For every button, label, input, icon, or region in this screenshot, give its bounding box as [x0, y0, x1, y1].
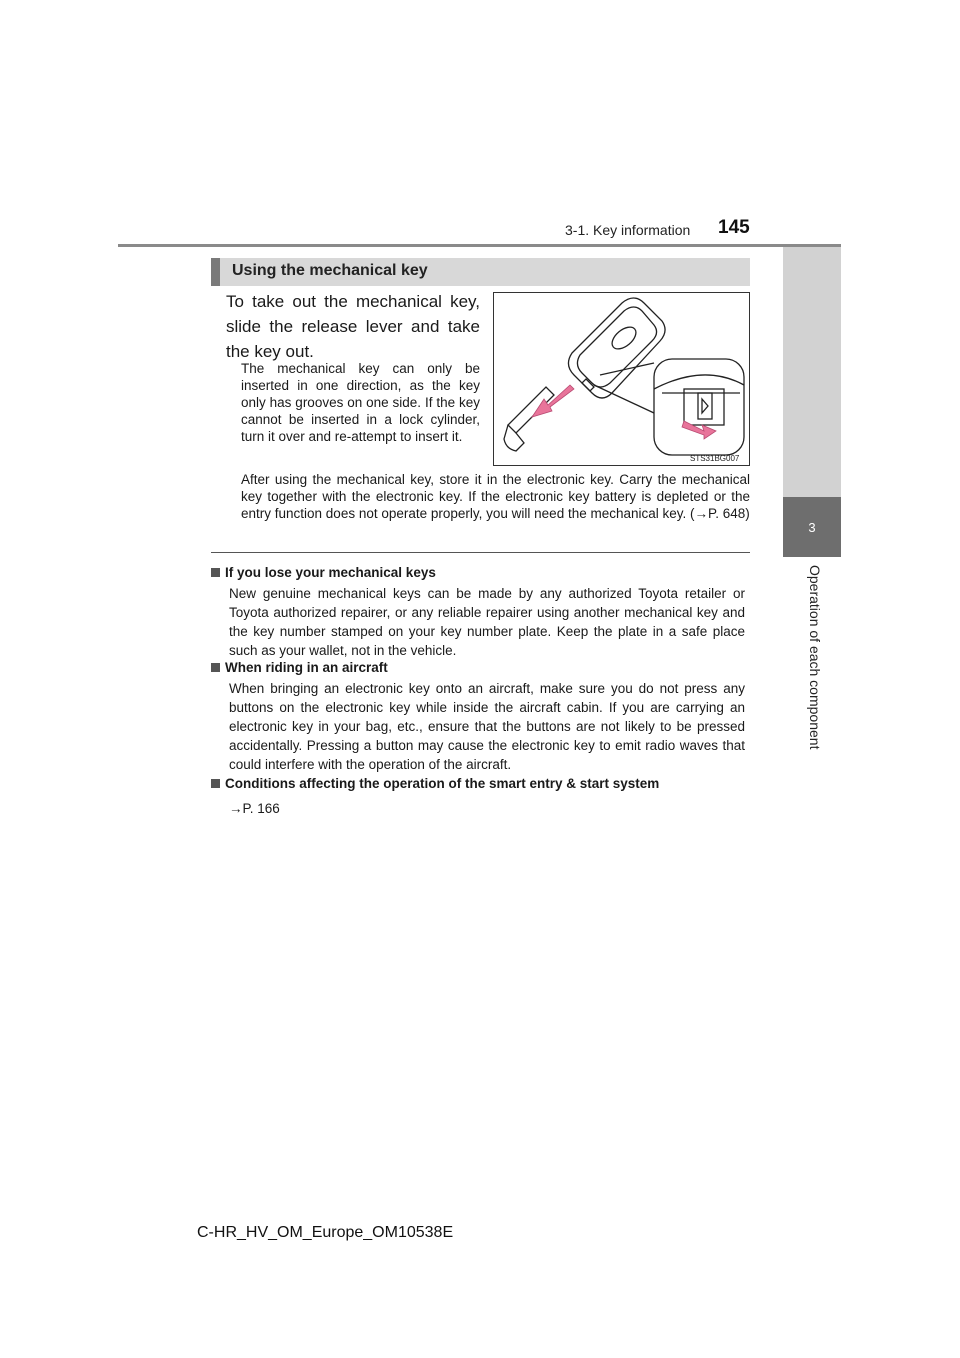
figure-code: STS31BG007	[690, 454, 740, 463]
page-reference-link[interactable]: →P. 166	[229, 801, 280, 816]
document-footer: C-HR_HV_OM_Europe_OM10538E	[197, 1224, 454, 1241]
note-paragraph: The mechanical key can only be inserted in one direction, as the key only has grooves on one side. If the key cannot be inserted in a lock cylinder, turn it over and re-attempt to insert it.	[241, 361, 480, 444]
info-item-body: New genuine mechanical keys can be made by any authorized Toyota retailer or Toyota authorized repairer, or any reliable repairer using another mechanical key and the key number stamped on your key number plate. Keep the plate in a safe place such as your wallet, not in the vehicle.	[229, 586, 745, 658]
info-item-body: When bringing an electronic key onto an aircraft, make sure you do not press any buttons on the electronic key while inside the aircraft cabin. If you are carrying an electronic key in your bag, etc., ensure that the buttons are not likely to be pressed accidentally. Pressing a button may cause the electronic key to emit radio waves that could interfere with the operation of the aircraft.	[229, 681, 745, 772]
info-item-title: Conditions affecting the operation of the smart entry & start system	[211, 775, 745, 792]
key-illustration	[493, 292, 750, 466]
square-bullet-icon	[211, 568, 220, 577]
chapter-tab[interactable]	[783, 497, 841, 557]
square-bullet-icon	[211, 779, 220, 788]
chapter-title: Operation of each component	[807, 565, 823, 750]
after-use-paragraph: After using the mechanical key, store it in the electronic key. Carry the mechanical key together with the electronic key. If the electronic key battery is depleted or the entry function does not operate properly, you will need the mechanical key. (→P. 648)	[241, 472, 750, 521]
info-item	[211, 564, 745, 660]
chapter-number: 3	[808, 519, 816, 535]
section-divider	[211, 552, 750, 553]
side-tab-strip	[783, 247, 841, 497]
intro-paragraph: To take out the mechanical key, slide the release lever and take the key out.	[226, 292, 480, 361]
section-label: 3-1. Key information	[565, 222, 691, 238]
header-rule	[118, 244, 841, 247]
info-item	[211, 659, 745, 774]
info-item	[211, 775, 745, 818]
section-heading-text: Using the mechanical key	[232, 262, 428, 279]
page-number: 145	[718, 217, 750, 238]
info-item-title: When riding in an aircraft	[211, 659, 745, 676]
info-item-title: If you lose your mechanical keys	[211, 564, 745, 581]
section-heading	[211, 258, 750, 286]
square-bullet-icon	[211, 663, 220, 672]
